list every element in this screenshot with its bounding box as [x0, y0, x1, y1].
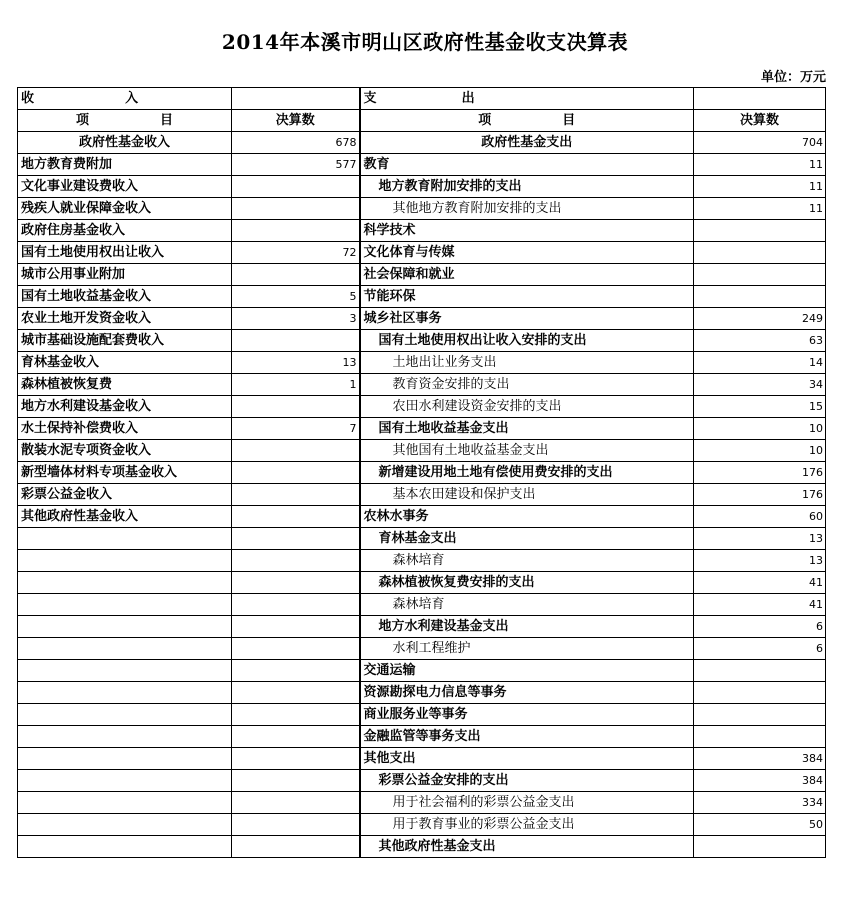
expenditure-amount: 34	[694, 374, 826, 396]
income-item: 国有土地使用权出让收入	[18, 242, 232, 264]
income-item: 政府住房基金收入	[18, 220, 232, 242]
income-amount	[232, 814, 360, 836]
income-amount	[232, 220, 360, 242]
expend-amount-header: 决算数	[694, 110, 826, 132]
expenditure-item: 地方教育附加安排的支出	[360, 176, 694, 198]
income-item: 文化事业建设费收入	[18, 176, 232, 198]
expenditure-item: 彩票公益金安排的支出	[360, 770, 694, 792]
table-row	[18, 506, 826, 528]
expenditure-item: 其他支出	[360, 748, 694, 770]
income-item	[18, 660, 232, 682]
expenditure-amount	[694, 242, 826, 264]
income-amount	[232, 264, 360, 286]
expenditure-item: 森林植被恢复费安排的支出	[360, 572, 694, 594]
expend-header-blank	[694, 88, 826, 110]
income-amount	[232, 638, 360, 660]
expenditure-item: 资源勘探电力信息等事务	[360, 682, 694, 704]
income-amount	[232, 748, 360, 770]
expenditure-amount: 13	[694, 550, 826, 572]
table-row	[18, 528, 826, 550]
column-header-row	[18, 110, 826, 132]
income-amount	[232, 550, 360, 572]
income-item	[18, 616, 232, 638]
income-amount	[232, 176, 360, 198]
expenditure-amount: 63	[694, 330, 826, 352]
table-row	[18, 154, 826, 176]
income-item: 新型墙体材料专项基金收入	[18, 462, 232, 484]
income-amount	[232, 726, 360, 748]
page-title: 2014年本溪市明山区政府性基金收支决算表	[221, 30, 629, 54]
table-row	[18, 484, 826, 506]
income-item	[18, 594, 232, 616]
income-item	[18, 528, 232, 550]
income-amount: 3	[232, 308, 360, 330]
table-row	[18, 220, 826, 242]
income-item	[18, 550, 232, 572]
income-amount: 577	[232, 154, 360, 176]
expenditure-item: 农林水事务	[360, 506, 694, 528]
expenditure-item: 用于教育事业的彩票公益金支出	[360, 814, 694, 836]
income-amount	[232, 396, 360, 418]
income-amount: 1	[232, 374, 360, 396]
table-row	[18, 308, 826, 330]
expenditure-item: 森林培育	[360, 594, 694, 616]
table-row	[18, 462, 826, 484]
table-row	[18, 726, 826, 748]
expenditure-item: 土地出让业务支出	[360, 352, 694, 374]
table-row	[18, 176, 826, 198]
budget-table	[17, 87, 826, 858]
item-label: 项	[75, 113, 89, 128]
expenditure-item: 新增建设用地土地有偿使用费安排的支出	[360, 462, 694, 484]
item-label-2: 目	[160, 113, 174, 128]
income-header-blank	[232, 88, 360, 110]
expenditure-amount: 176	[694, 462, 826, 484]
income-amount	[232, 770, 360, 792]
expenditure-item: 科学技术	[360, 220, 694, 242]
expenditure-item: 用于社会福利的彩票公益金支出	[360, 792, 694, 814]
table-row	[18, 264, 826, 286]
expenditure-item: 商业服务业等事务	[360, 704, 694, 726]
income-amount	[232, 836, 360, 858]
table-row	[18, 286, 826, 308]
table-row	[18, 682, 826, 704]
table-row	[18, 616, 826, 638]
income-item: 城市基础设施配套费收入	[18, 330, 232, 352]
income-amount	[232, 616, 360, 638]
table-row	[18, 770, 826, 792]
expenditure-amount: 10	[694, 418, 826, 440]
income-amount	[232, 462, 360, 484]
income-item: 残疾人就业保障金收入	[18, 198, 232, 220]
expenditure-amount: 41	[694, 594, 826, 616]
expenditure-amount: 41	[694, 572, 826, 594]
expenditure-amount: 249	[694, 308, 826, 330]
expenditure-amount	[694, 836, 826, 858]
table-row	[18, 572, 826, 594]
table-row	[18, 198, 826, 220]
unit-label: 单位：万元	[760, 70, 826, 85]
expenditure-item: 地方水利建设基金支出	[360, 616, 694, 638]
income-item: 国有土地收益基金收入	[18, 286, 232, 308]
income-item: 地方教育费附加	[18, 154, 232, 176]
income-amount	[232, 528, 360, 550]
expend-label: 支	[363, 91, 377, 106]
expenditure-item: 教育资金安排的支出	[360, 374, 694, 396]
table-row	[18, 836, 826, 858]
expenditure-amount	[694, 286, 826, 308]
expenditure-amount: 11	[694, 154, 826, 176]
expenditure-amount: 10	[694, 440, 826, 462]
income-item	[18, 770, 232, 792]
expenditure-item: 社会保障和就业	[360, 264, 694, 286]
expenditure-amount: 60	[694, 506, 826, 528]
expenditure-amount: 13	[694, 528, 826, 550]
expenditure-item: 农田水利建设资金安排的支出	[360, 396, 694, 418]
expenditure-item: 育林基金支出	[360, 528, 694, 550]
expenditure-item: 森林培育	[360, 550, 694, 572]
income-section-header	[18, 88, 232, 110]
expenditure-item: 城乡社区事务	[360, 308, 694, 330]
income-item	[18, 792, 232, 814]
income-item: 育林基金收入	[18, 352, 232, 374]
expenditure-amount	[694, 704, 826, 726]
table-row	[18, 814, 826, 836]
income-item: 森林植被恢复费	[18, 374, 232, 396]
expenditure-item: 其他国有土地收益基金支出	[360, 440, 694, 462]
expenditure-amount: 334	[694, 792, 826, 814]
table-row	[18, 704, 826, 726]
expenditure-item: 水利工程维护	[360, 638, 694, 660]
expenditure-amount: 15	[694, 396, 826, 418]
item-label: 项	[478, 113, 492, 128]
table-row	[18, 748, 826, 770]
expenditure-amount: 704	[694, 132, 826, 154]
income-amount	[232, 704, 360, 726]
expenditure-amount: 6	[694, 616, 826, 638]
table-row	[18, 418, 826, 440]
expenditure-item: 文化体育与传媒	[360, 242, 694, 264]
income-amount: 5	[232, 286, 360, 308]
income-amount	[232, 682, 360, 704]
income-amount	[232, 792, 360, 814]
income-label: 收	[21, 91, 35, 106]
income-amount	[232, 330, 360, 352]
expenditure-amount: 11	[694, 176, 826, 198]
income-item	[18, 682, 232, 704]
table-row	[18, 660, 826, 682]
expenditure-amount: 11	[694, 198, 826, 220]
expenditure-item: 国有土地收益基金支出	[360, 418, 694, 440]
expenditure-item: 国有土地使用权出让收入安排的支出	[360, 330, 694, 352]
expenditure-amount	[694, 220, 826, 242]
income-item: 农业土地开发资金收入	[18, 308, 232, 330]
expenditure-item: 其他地方教育附加安排的支出	[360, 198, 694, 220]
income-amount: 13	[232, 352, 360, 374]
table-row	[18, 792, 826, 814]
table-row	[18, 550, 826, 572]
income-item: 地方水利建设基金收入	[18, 396, 232, 418]
income-item: 水土保持补偿费收入	[18, 418, 232, 440]
income-amount-header: 决算数	[232, 110, 360, 132]
table-row	[18, 132, 826, 154]
expend-item-header	[360, 110, 694, 132]
income-amount	[232, 506, 360, 528]
income-item: 城市公用事业附加	[18, 264, 232, 286]
table-row	[18, 242, 826, 264]
expenditure-item: 政府性基金支出	[360, 132, 694, 154]
income-item	[18, 704, 232, 726]
income-amount: 72	[232, 242, 360, 264]
expenditure-amount	[694, 726, 826, 748]
income-amount	[232, 594, 360, 616]
item-label-2: 目	[562, 113, 576, 128]
table-row	[18, 638, 826, 660]
expenditure-amount: 176	[694, 484, 826, 506]
table-row	[18, 594, 826, 616]
section-header-row	[18, 88, 826, 110]
income-item	[18, 726, 232, 748]
expenditure-amount: 384	[694, 770, 826, 792]
expenditure-amount	[694, 682, 826, 704]
income-amount: 678	[232, 132, 360, 154]
income-amount: 7	[232, 418, 360, 440]
income-item: 散装水泥专项资金收入	[18, 440, 232, 462]
table-body	[18, 88, 826, 858]
income-item: 政府性基金收入	[18, 132, 232, 154]
income-item	[18, 638, 232, 660]
expenditure-amount: 14	[694, 352, 826, 374]
income-item-header	[18, 110, 232, 132]
expenditure-item: 金融监管等事务支出	[360, 726, 694, 748]
income-item	[18, 748, 232, 770]
income-item: 彩票公益金收入	[18, 484, 232, 506]
expenditure-item: 节能环保	[360, 286, 694, 308]
income-item	[18, 572, 232, 594]
table-row	[18, 352, 826, 374]
table-row	[18, 374, 826, 396]
expenditure-item: 交通运输	[360, 660, 694, 682]
expend-label-2: 出	[461, 91, 475, 106]
expenditure-amount: 384	[694, 748, 826, 770]
income-item: 其他政府性基金收入	[18, 506, 232, 528]
income-amount	[232, 198, 360, 220]
income-item	[18, 814, 232, 836]
table-row	[18, 396, 826, 418]
expend-section-header	[360, 88, 694, 110]
expenditure-amount	[694, 264, 826, 286]
income-item	[18, 836, 232, 858]
expenditure-amount	[694, 660, 826, 682]
table-row	[18, 330, 826, 352]
table-row	[18, 440, 826, 462]
expenditure-amount: 6	[694, 638, 826, 660]
expenditure-item: 教育	[360, 154, 694, 176]
income-amount	[232, 440, 360, 462]
income-label-2: 入	[125, 91, 139, 106]
income-amount	[232, 484, 360, 506]
expenditure-item: 其他政府性基金支出	[360, 836, 694, 858]
income-amount	[232, 660, 360, 682]
expenditure-amount: 50	[694, 814, 826, 836]
expenditure-item: 基本农田建设和保护支出	[360, 484, 694, 506]
income-amount	[232, 572, 360, 594]
